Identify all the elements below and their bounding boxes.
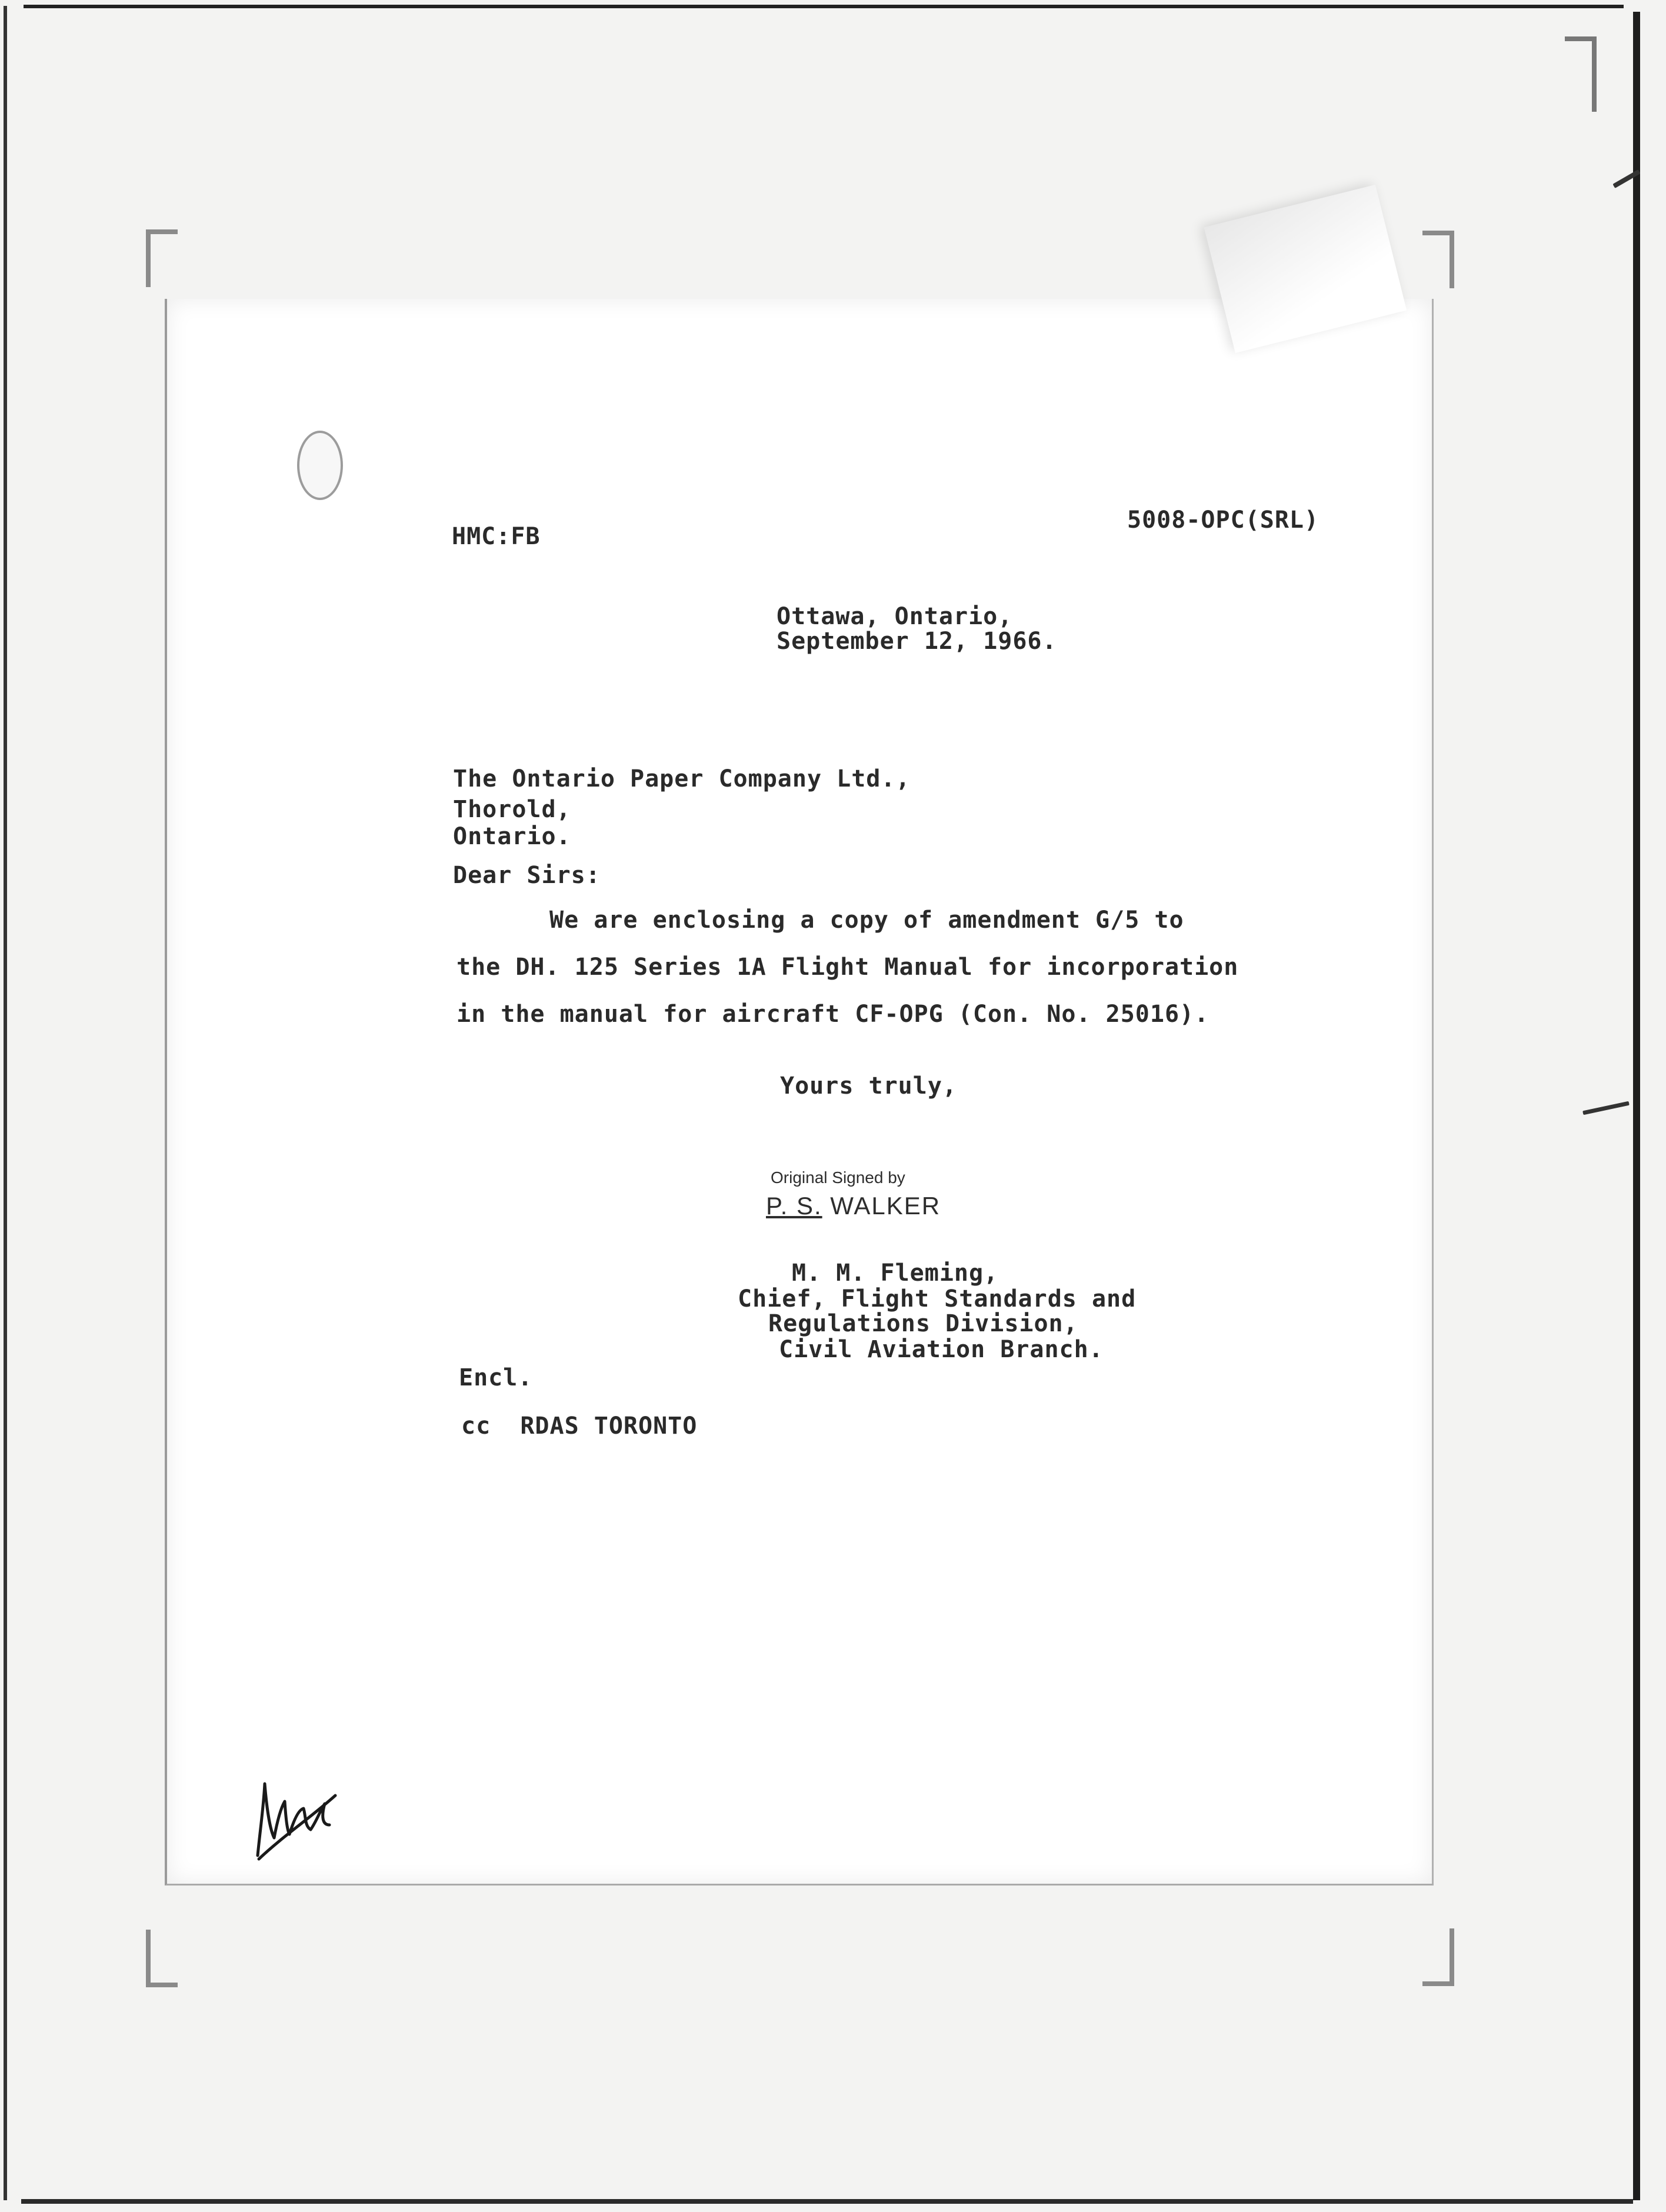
file-reference: 5008-OPC(SRL) <box>1127 507 1320 534</box>
scan-edge-top <box>24 5 1624 8</box>
closing: Yours truly, <box>780 1072 957 1100</box>
signatory-title-3: Civil Aviation Branch. <box>779 1336 1104 1363</box>
signatory-title-1: Chief, Flight Standards and <box>738 1285 1137 1312</box>
signature-stamp-heading: Original Signed by <box>771 1168 905 1187</box>
punch-hole <box>297 431 343 500</box>
addressee-line-1: The Ontario Paper Company Ltd., <box>453 765 911 792</box>
signature-stamp-surname: WALKER <box>830 1192 941 1220</box>
crop-mark-bottom-right <box>1422 1928 1454 1986</box>
enclosure-note: Encl. <box>459 1364 533 1391</box>
signatory-name: M. M. Fleming, <box>792 1260 999 1287</box>
place-line: Ottawa, Ontario, <box>777 603 1013 630</box>
signatory-title-2: Regulations Division, <box>768 1310 1078 1337</box>
body-line-3: in the manual for aircraft CF-OPG (Con. No. 25016). <box>457 1001 1209 1028</box>
crop-mark-top-right <box>1422 231 1454 288</box>
salutation: Dear Sirs: <box>453 862 601 889</box>
scan-smudge <box>1582 1101 1630 1115</box>
body-line-2: the DH. 125 Series 1A Flight Manual for incorporation <box>457 954 1239 981</box>
signature-stamp-name <box>766 1192 941 1220</box>
carbon-copy-note: cc RDAS TORONTO <box>461 1413 698 1440</box>
date-line: September 12, 1966. <box>777 628 1057 655</box>
crop-mark-top-left <box>146 229 178 287</box>
scan-edge-right <box>1633 12 1640 2200</box>
reference-initials: HMC:FB <box>452 523 541 550</box>
body-line-1: We are enclosing a copy of amendment G/5 to <box>549 907 1184 934</box>
crop-mark-outer <box>1565 36 1597 112</box>
handwritten-initials-icon <box>247 1760 341 1866</box>
addressee-line-3: Ontario. <box>453 823 571 850</box>
addressee-line-2: Thorold, <box>453 796 571 823</box>
scan-edge-left <box>4 6 7 2200</box>
scan-edge-bottom <box>21 2199 1633 2204</box>
crop-mark-bottom-left <box>146 1930 178 1987</box>
signature-stamp-initials: P. S. <box>766 1192 822 1220</box>
